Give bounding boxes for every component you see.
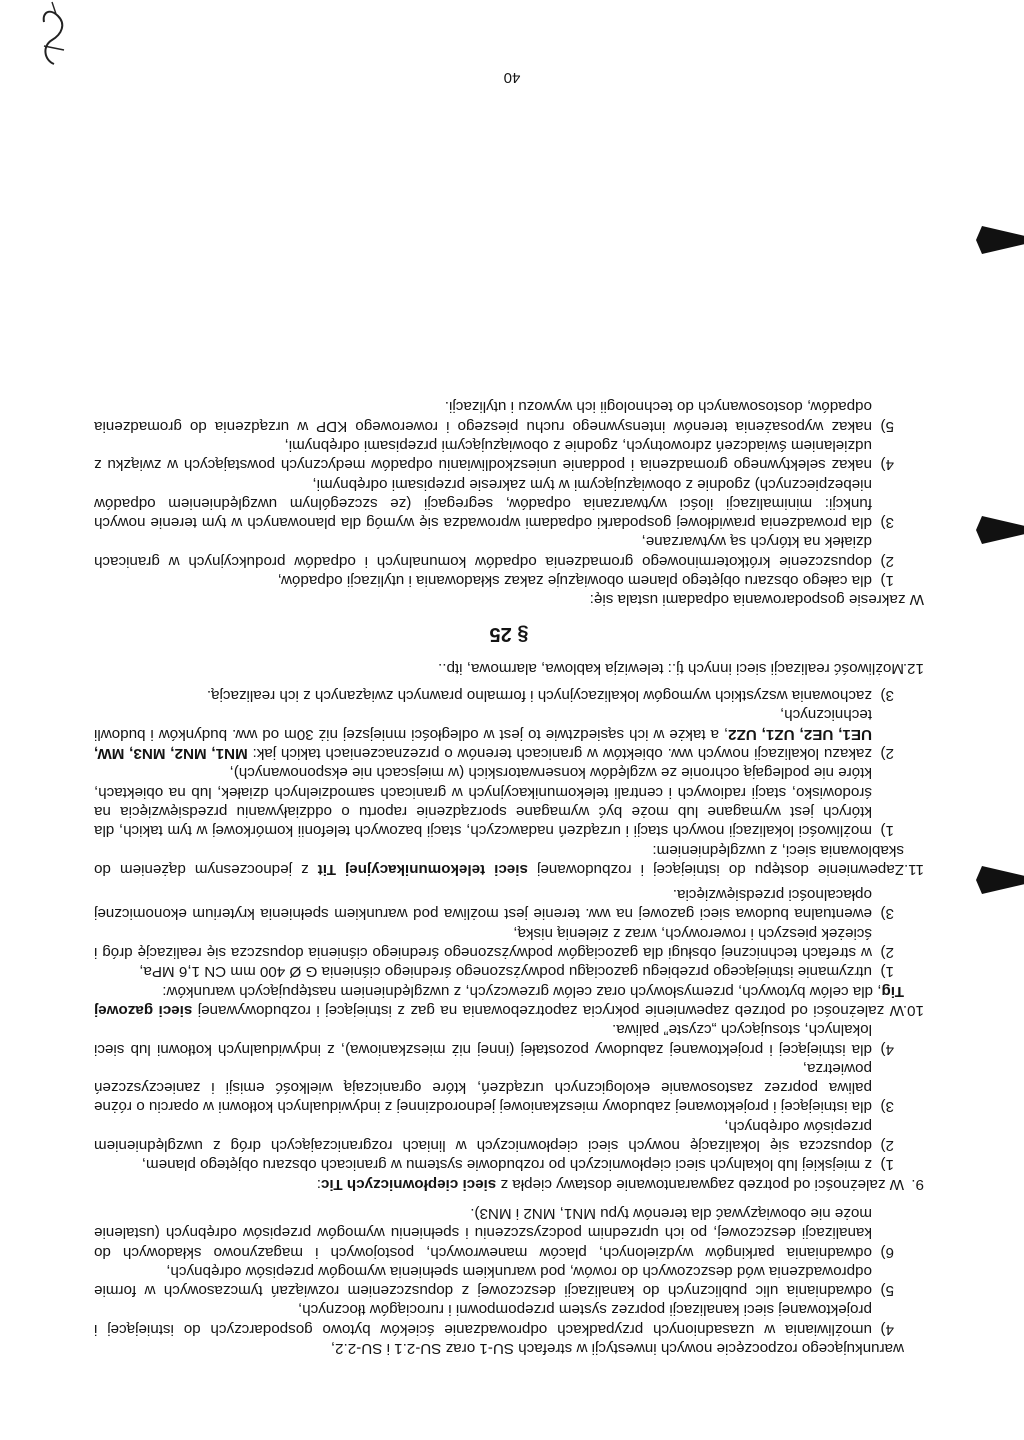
list-item: 2) dopuszcza się lokalizację nowych sieci ciepłowniczych w liniach rozgraniczających dróg z uwzględnieniem przepisów odrębnych,: [94, 1117, 894, 1155]
list-item: 3) dla istniejącej i projektowanej zabudowy mieszkaniowej jednorodzinnej z indywidualnych kotłowni w oparciu o różne paliwa poprzez zastosowanie ekologicznych urządzeń, które ograniczają wielkość emisji i zanieczyszczeń powietrza,: [94, 1059, 894, 1116]
bold-term: sieci telekomunikacyjnej Tit: [317, 860, 528, 878]
item-text: odwadniania parkingów wydzielonych, placów manewrowych, postojowych i magazynowo składowych do kanalizacji deszczowej, po ich uprzednim podczyszczeniu i spełnieniu wymogów przepisów odrębnych (ustalenie może nie obowiązywać dla terenów typu MN1, MN2 i MN3).: [94, 1204, 872, 1261]
list-item: 4) nakaz selektywnego gromadzenia i poddanie unieszkodliwianiu odpadów medycznych powstających w związku z udzielaniem świadczeń zdrowotnych, zgodnie z obowiązującymi przepisami odrębnymi,: [94, 436, 894, 474]
continuation-line: warunkującego rozpoczęcie nowych inwestycji w strefach SU-1 oraz SU-2.1 i SU-2.2,: [330, 1340, 904, 1357]
margin-mark-icon: [974, 860, 1024, 900]
list-item: [94, 1204, 924, 1262]
margin-mark-icon: [974, 220, 1024, 260]
list-item: 3) dla prowadzenia prawidłowej gospodarki odpadami wprowadza się wymóg dla planowanych w tym terenie nowych funkcji: minimalizacji ilości wytwarzania odpadów, segregacji (ze szczególnym uwzględnieniem odpadów niebezpiecznych) zgodnie z obowiązującymi w tym zakresie przepisami odrębnymi,: [94, 475, 894, 532]
list-item: 4) dla istniejącej i projektowanej zabudowy pozostałej (innej niż mieszkaniowa), z indywidualnych kotłowni lub sieci lokalnych, stosujących „czyste” paliwa.: [94, 1021, 894, 1058]
list-item: 1) możliwości lokalizacji nowych stacji i urządzeń nadawczych, stacji bazowych telefonii komórkowej w tym takich, dla których jest wymagane lub może być wymagane sporządzenie raportu o oddziaływaniu przedsięwzięcia na środowisko, stacji radiowych i centrali telekomunikacyjnych w granicach samodzielnych działek, lub na obiektach, które nie podlegają ochronie ze względów konserwatorskich (w miejscach nie eksponowanych),: [94, 764, 894, 840]
page-number: 40: [503, 69, 521, 86]
handwritten-initials-icon: [34, 0, 74, 70]
section-number: 11.: [904, 860, 924, 878]
list-item: 1) dla całego obszaru objętego planem obowiązuje zakaz składowania i utylizacji odpadów,: [277, 572, 894, 590]
bold-term: sieci ciepłowniczych Tic: [320, 1175, 497, 1193]
list-item: 1) utrzymanie istniejącego przebiegu gazociągu podwyższonego średniego ciśnienia G Ø 400 mm CN 1,6 MPa,: [139, 963, 894, 981]
section-intro: Zapewnienie dostępu do istniejącej i rozbudowanej sieci telekomunikacyjnej Tit z jednoczesnym dążeniem do skablowania sieci, z uwzględnieniem:: [94, 841, 904, 878]
paragraph-intro: W zakresie gospodarowania odpadami ustala się:: [589, 591, 924, 609]
margin-mark-icon: [974, 510, 1024, 550]
zone-codes: MN1, MN2, MN3, MW, UE1, UE2, UZ1, UZ2: [94, 725, 872, 763]
document-body: [94, 397, 924, 1358]
section-11: [94, 840, 924, 879]
item-text: odwadniania ulic publicznych do kanalizacji deszczowej z dopuszczeniem rozwiązań tymczasowych w formie odprowadzenia wód deszczowych do rowów, pod warunkiem spełnienia wymogów przepisów odrębnych,: [94, 1262, 872, 1300]
section-number: 10.: [902, 1001, 924, 1019]
list-item: 3) ewentualna budowa sieci gazowej na ww. terenie jest możliwa pod warunkiem spełnienia kryterium ekonomicznej opłacalności przedsięwzięcia.: [94, 886, 894, 923]
list-item: 2) dopuszczenie krótkoterminowego gromadzenia odpadów komunalnych i odpadów produkcyjnych w granicach działek na których są wytwarzane,: [94, 533, 894, 570]
section-number: 12.: [902, 659, 924, 677]
list-item: [94, 1262, 924, 1301]
list-item: 3) zachowania wszystkich wymogów lokalizacyjnych i formalno prawnych związanych z ich realizacją.: [206, 687, 894, 705]
section-12: [94, 659, 924, 678]
item-number: 5): [880, 1282, 894, 1300]
section-text: Możliwość realizacji sieci innych tj.: telewizja kablowa, alarmowa, itp..: [438, 659, 904, 677]
list-item: 1) z miejskiej lub lokalnych sieci ciepłowniczych po rozbudowie systemu w granicach obszaru objętego planem,: [141, 1156, 894, 1174]
list-item: 2) w strefach technicznej obsługi dla gazociągów podwyższonego średniego ciśnienia dopuszcza się realizację dróg i ścieżek pieszych i rowerowych, wraz z zielenią niską,: [94, 924, 894, 962]
section-number: 9.: [911, 1175, 924, 1193]
section-intro: W zależności od potrzeb zagwarantowanie dostawy ciepła z sieci ciepłowniczych Tic:: [316, 1175, 904, 1193]
item-text: umożliwiania w uzasadnionych przypadkach odprowadzanie ścieków bytowo gospodarczych do istniejącej i projektowanej sieci kanalizacji poprzez system przepompowni i rurociągów tłocznych,: [94, 1301, 872, 1338]
bold-term: sieci gazowej Tig: [94, 982, 904, 1019]
list-item: 5) nakaz wyposażenia terenów intensywnego ruchu pieszego i rowerowego KDP w urządzenia do gromadzenia odpadów, dostosowanych do technologii ich wywozu i utylizacji.: [94, 398, 894, 435]
section-10: [94, 981, 924, 1020]
list-item: 2) zakazu lokalizacji nowych ww. obiektów w granicach terenów o przeznaczeniach takich jak: MN1, MN2, MN3, MW, UE1, UE2, UZ1, UZ2, a także w ich sąsiedztwie to jest w odległości mniejszej niż 30m od ww. budynków i budowli technicznych,: [94, 706, 894, 763]
paragraph-title: § 25: [489, 622, 529, 645]
item-number: 6): [880, 1243, 894, 1261]
item-number: 4): [880, 1320, 894, 1338]
section-intro: W zależności od potrzeb zapewnienie pokrycia zapotrzebowania na gaz z istniejącej i rozbudowywanej sieci gazowej Tig, dla celów bytowych, przemysłowych oraz celów grzewczych, z uwzględnieniem następujących warunków:: [94, 982, 904, 1019]
list-item: [94, 1300, 924, 1339]
section-9: [94, 1174, 924, 1193]
